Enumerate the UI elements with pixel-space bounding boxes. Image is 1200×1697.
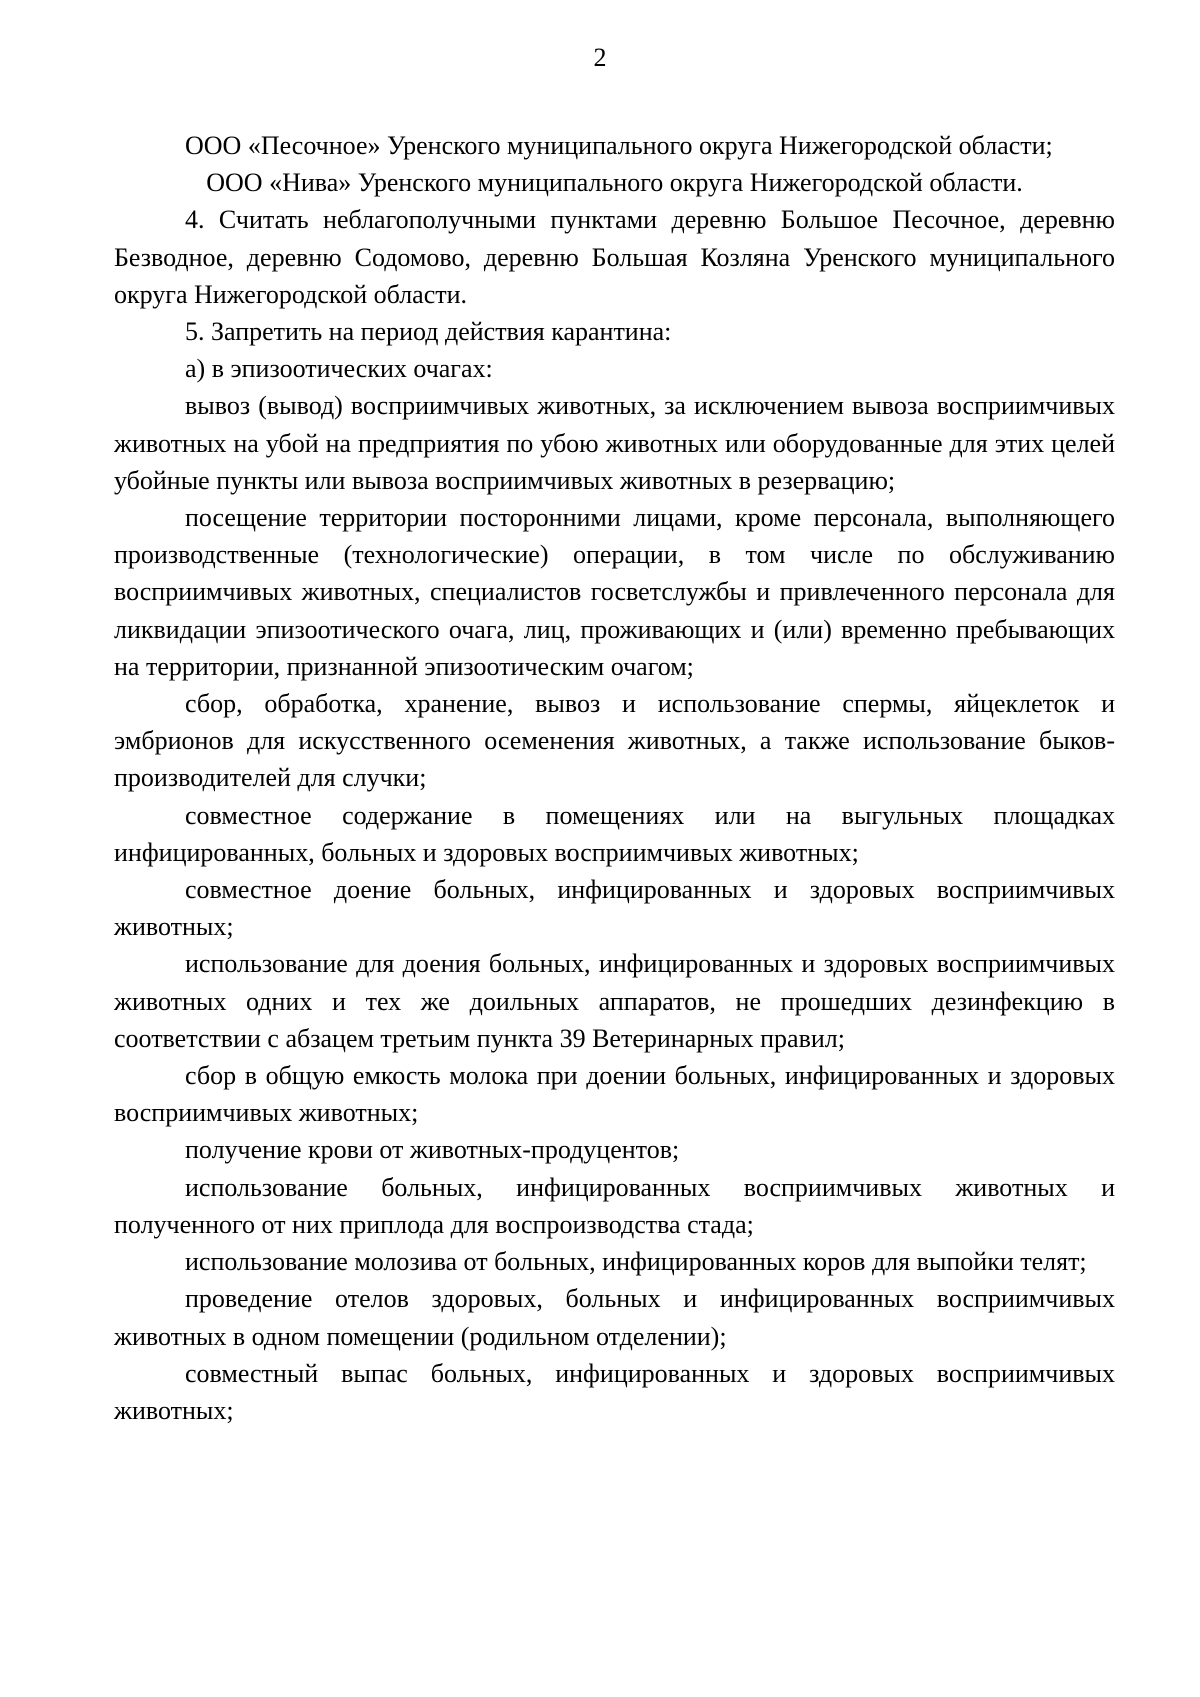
paragraph-list-item: посещение территории посторонними лицами, кроме персонала, выполняющего производственные (технологические) операции, в том числе по обслуживанию восприимчивых животных, специалистов госветслужбы и привлеченного персонала для ликвидации эпизоотического очага, лиц, проживающих и (или) временно пребывающих на территории, признанной эпизоотическим очагом;: [114, 503, 1115, 681]
paragraph-list-item: совместный выпас больных, инфицированных и здоровых восприимчивых животных;: [114, 1358, 1115, 1425]
paragraph-list-item: получение крови от животных-продуцентов;: [185, 1135, 680, 1165]
paragraph-org-niva: ООО «Нива» Уренского муниципального округа Нижегородской области.: [206, 168, 1023, 198]
paragraph-item-5: 5. Запретить на период действия карантина:: [185, 317, 672, 347]
paragraph-list-item: сбор, обработка, хранение, вывоз и использование спермы, яйцеклеток и эмбрионов для искусственного осеменения животных, а также использование быков-производителей для случки;: [114, 689, 1115, 793]
paragraph-list-item: проведение отелов здоровых, больных и инфицированных восприимчивых животных в одном помещении (родильном отделении);: [114, 1284, 1115, 1351]
paragraph-list-item: совместное содержание в помещениях или на выгульных площадках инфицированных, больных и здоровых восприимчивых животных;: [114, 800, 1115, 867]
paragraph-item-4: 4. Считать неблагополучными пунктами деревню Большое Песочное, деревню Безводное, деревню Содомово, деревню Большая Козляна Уренского муниципального округа Нижегородской области.: [114, 205, 1115, 309]
paragraph-list-item: использование для доения больных, инфицированных и здоровых восприимчивых животных одних и тех же доильных аппаратов, не прошедших дезинфекцию в соответствии с абзацем третьим пункта 39 Ветеринарных правил;: [114, 949, 1115, 1053]
paragraph-org-pesochnoe: ООО «Песочное» Уренского муниципального округа Нижегородской области;: [185, 131, 1053, 160]
paragraph-list-item: использование молозива от больных, инфицированных коров для выпойки телят;: [185, 1247, 1087, 1277]
paragraph-list-item: вывоз (вывод) восприимчивых животных, за исключением вывоза восприимчивых животных на убой на предприятия по убою животных или оборудованные для этих целей убойные пункты или вывоза восприимчивых животных в резервацию;: [114, 391, 1115, 495]
paragraph-list-item: сбор в общую емкость молока при доении больных, инфицированных и здоровых восприимчивых животных;: [114, 1061, 1115, 1128]
paragraph-subitem-a: а) в эпизоотических очагах:: [185, 354, 493, 384]
page-number: 2: [593, 43, 607, 72]
paragraph-list-item: использование больных, инфицированных восприимчивых животных и полученного от них приплода для воспроизводства стада;: [114, 1172, 1115, 1239]
paragraph-list-item: совместное доение больных, инфицированных и здоровых восприимчивых животных;: [114, 875, 1115, 942]
document-body: [114, 127, 1115, 1429]
